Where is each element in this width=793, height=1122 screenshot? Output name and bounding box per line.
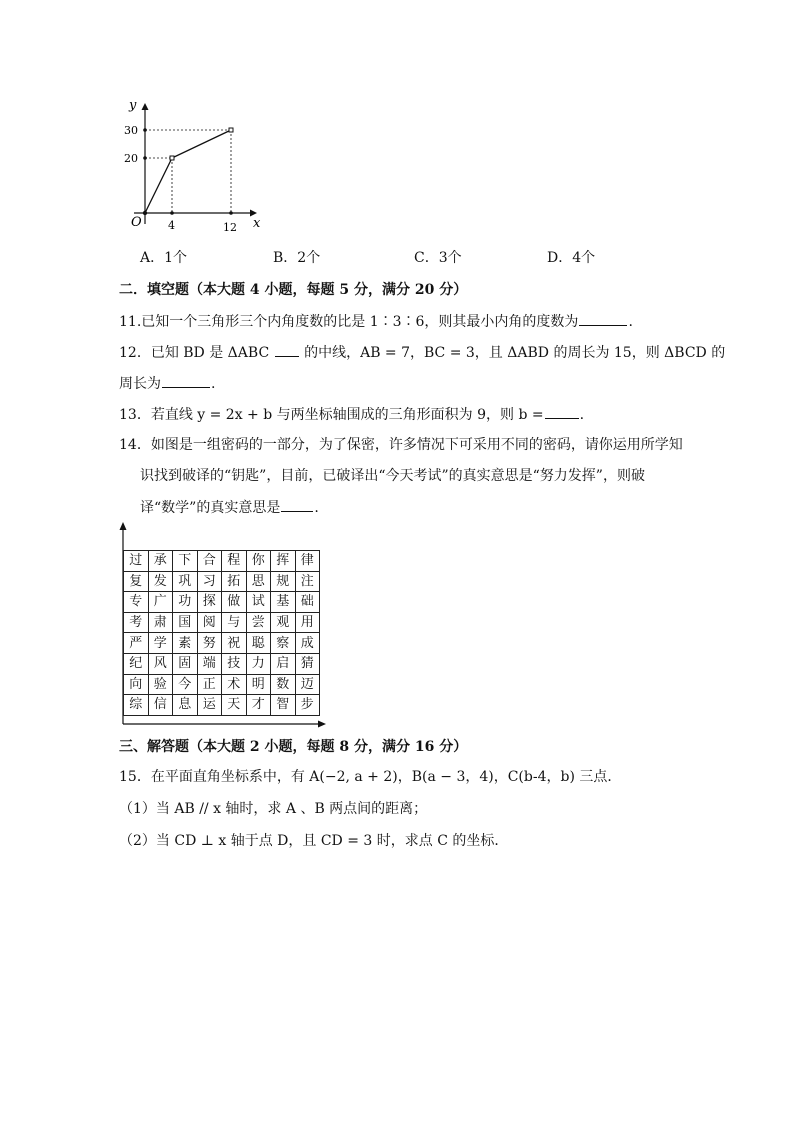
grid-cell: 拓 xyxy=(222,571,247,592)
q12-blank-1 xyxy=(275,342,299,357)
grid-cell: 律 xyxy=(295,551,320,572)
grid-cell: 运 xyxy=(197,695,222,716)
grid-cell: 察 xyxy=(271,633,296,654)
point-4-20 xyxy=(170,156,174,160)
grid-cell: 纪 xyxy=(124,653,149,674)
question-12-line2 xyxy=(119,373,215,394)
grid-cell: 广 xyxy=(148,592,173,613)
grid-cell: 注 xyxy=(295,571,320,592)
grid-cell: 素 xyxy=(173,633,198,654)
grid-cell: 明 xyxy=(246,674,271,695)
section2-heading: 二．填空题（本大题 4 小题，每题 5 分，满分 20 分） xyxy=(119,282,468,298)
distance-time-graph xyxy=(112,96,272,238)
grid-cell: 程 xyxy=(222,551,247,572)
grid-cell: 严 xyxy=(124,633,149,654)
grid-row xyxy=(124,551,320,572)
grid-cell: 基 xyxy=(271,592,296,613)
grid-cell: 试 xyxy=(246,592,271,613)
question-15-part1: （1）当 AB // x 轴时，求 A 、B 两点间的距离； xyxy=(119,801,428,817)
q13-end: . xyxy=(579,407,585,423)
question-14-line2: 识找到破译的“钥匙”，目前，已破译出“今天考试”的真实意思是“努力发挥”，则破 xyxy=(140,468,645,484)
q12-end: . xyxy=(211,376,216,392)
question-14-line3 xyxy=(140,497,319,518)
option-b: B．2个 xyxy=(273,250,321,266)
grid-cell: 复 xyxy=(124,571,149,592)
grid-row xyxy=(124,695,320,716)
y-axis-arrow xyxy=(142,103,149,110)
question-15: 15．在平面直角坐标系中，有 A(−2, a + 2)，B(a − 3，4)，C(b-4，b) 三点． xyxy=(119,769,622,785)
grid-row xyxy=(124,571,320,592)
grid-cell: 成 xyxy=(295,633,320,654)
q12-part1: 12．已知 BD 是 ΔABC xyxy=(119,345,270,361)
y-tick-label-30: 30 xyxy=(124,124,138,137)
grid-cell: 功 xyxy=(173,592,198,613)
x-tick-label-4: 4 xyxy=(168,219,175,232)
grid-cell: 巩 xyxy=(173,571,198,592)
graph-line xyxy=(145,130,231,213)
question-14-line1: 14．如图是一组密码的一部分，为了保密，许多情况下可采用不同的密码，请你运用所学知 xyxy=(119,437,683,453)
question-11 xyxy=(119,311,633,332)
point-origin xyxy=(143,211,147,215)
grid-cell: 息 xyxy=(173,695,198,716)
grid-cell: 尝 xyxy=(246,612,271,633)
grid-cell: 正 xyxy=(197,674,222,695)
tick-x12 xyxy=(229,211,233,215)
grid-cell: 下 xyxy=(173,551,198,572)
grid-cell: 规 xyxy=(271,571,296,592)
grid-cell: 考 xyxy=(124,612,149,633)
grid-x-axis-arrow xyxy=(318,721,326,728)
grid-cell: 承 xyxy=(148,551,173,572)
grid-cell: 发 xyxy=(148,571,173,592)
question-13 xyxy=(119,404,584,425)
y-tick-label-20: 20 xyxy=(124,152,138,165)
grid-cell: 过 xyxy=(124,551,149,572)
tick-y20 xyxy=(143,156,147,160)
grid-cell: 向 xyxy=(124,674,149,695)
q14-end: . xyxy=(314,500,319,516)
grid-cell: 数 xyxy=(271,674,296,695)
question-15-part2: （2）当 CD ⊥ x 轴于点 D，且 CD = 3 时，求点 C 的坐标． xyxy=(119,833,509,849)
point-12-30 xyxy=(229,128,233,132)
grid-row xyxy=(124,592,320,613)
x-tick-label-12: 12 xyxy=(223,221,237,234)
grid-cell: 术 xyxy=(222,674,247,695)
origin-label: O xyxy=(131,215,142,230)
option-c: C．3个 xyxy=(414,250,462,266)
tick-x4 xyxy=(170,211,174,215)
grid-cell: 努 xyxy=(197,633,222,654)
grid-cell: 天 xyxy=(222,695,247,716)
x-axis-label: x xyxy=(253,216,261,231)
q11-end: . xyxy=(628,314,633,330)
grid-cell: 做 xyxy=(222,592,247,613)
grid-cell: 观 xyxy=(271,612,296,633)
grid-cell: 挥 xyxy=(271,551,296,572)
grid-row xyxy=(124,633,320,654)
grid-cell: 肃 xyxy=(148,612,173,633)
grid-cell: 固 xyxy=(173,653,198,674)
grid-y-axis-arrow xyxy=(120,522,127,530)
grid-cell: 与 xyxy=(222,612,247,633)
q11-blank xyxy=(579,311,627,326)
grid-cell: 迈 xyxy=(295,674,320,695)
grid-cell: 聪 xyxy=(246,633,271,654)
grid-cell: 合 xyxy=(197,551,222,572)
q12-blank-2 xyxy=(162,373,210,388)
grid-cell: 猜 xyxy=(295,653,320,674)
grid-cell: 祝 xyxy=(222,633,247,654)
q14-line3: 译“数学”的真实意思是 xyxy=(140,500,281,516)
grid-cell: 才 xyxy=(246,695,271,716)
grid-cell: 综 xyxy=(124,695,149,716)
q11-text: 11.已知一个三角形三个内角度数的比是 1∶3∶6，则其最小内角的度数为 xyxy=(119,314,579,330)
q12-line2: 周长为 xyxy=(119,376,161,392)
grid-cell: 阅 xyxy=(197,612,222,633)
grid-row xyxy=(124,612,320,633)
grid-cell: 思 xyxy=(246,571,271,592)
grid-row xyxy=(124,674,320,695)
grid-cell: 探 xyxy=(197,592,222,613)
grid-cell: 技 xyxy=(222,653,247,674)
section3-heading: 三、解答题（本大题 2 小题，每题 8 分，满分 16 分） xyxy=(119,739,468,755)
q14-blank xyxy=(281,497,313,512)
grid-cell: 力 xyxy=(246,653,271,674)
option-d: D．4个 xyxy=(547,250,596,266)
y-axis-label: y xyxy=(129,98,137,113)
grid-cell: 智 xyxy=(271,695,296,716)
grid-cell: 础 xyxy=(295,592,320,613)
grid-cell: 国 xyxy=(173,612,198,633)
grid-cell: 风 xyxy=(148,653,173,674)
grid-cell: 步 xyxy=(295,695,320,716)
grid-cell: 启 xyxy=(271,653,296,674)
grid-cell: 学 xyxy=(148,633,173,654)
question-12-line1 xyxy=(119,342,725,363)
tick-y30 xyxy=(143,128,147,132)
grid-cell: 端 xyxy=(197,653,222,674)
q12-part2: 的中线，AB = 7，BC = 3，且 ΔABD 的周长为 15，则 ΔBCD 的 xyxy=(304,345,726,361)
option-a: A．1个 xyxy=(140,250,188,266)
grid-cell: 今 xyxy=(173,674,198,695)
q13-blank xyxy=(545,404,579,419)
grid-row xyxy=(124,653,320,674)
grid-cell: 习 xyxy=(197,571,222,592)
q13-text: 13．若直线 y = 2x + b 与两坐标轴围成的三角形面积为 9，则 b = xyxy=(119,407,544,423)
grid-cell: 信 xyxy=(148,695,173,716)
grid-cell: 专 xyxy=(124,592,149,613)
cipher-grid xyxy=(123,550,320,716)
grid-cell: 用 xyxy=(295,612,320,633)
grid-cell: 验 xyxy=(148,674,173,695)
grid-cell: 你 xyxy=(246,551,271,572)
